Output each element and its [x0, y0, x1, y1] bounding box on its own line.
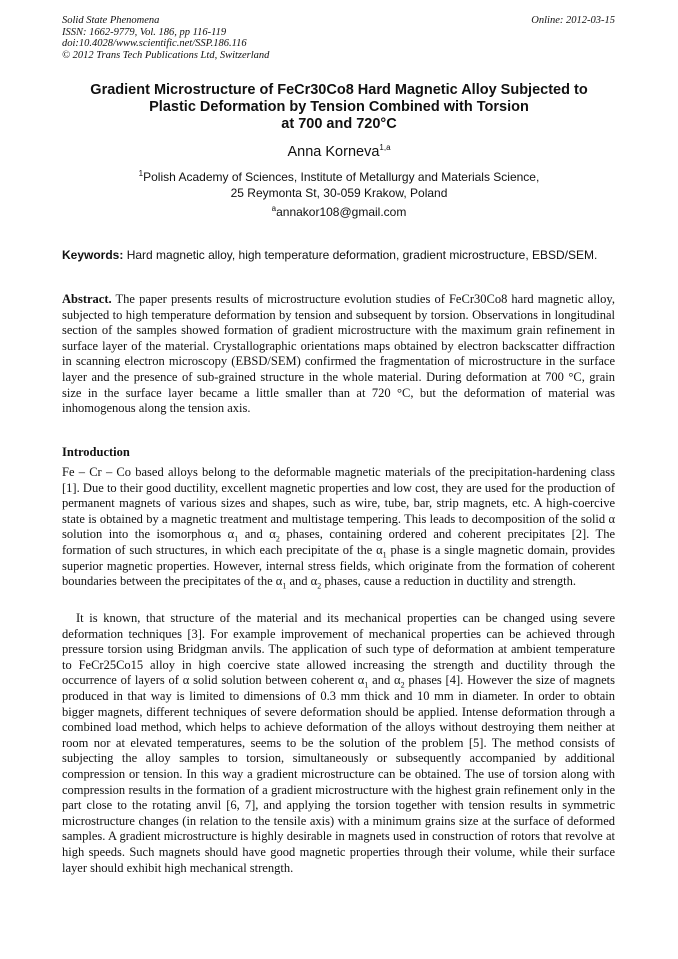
author-sup: 1,a — [379, 143, 391, 153]
email-address[interactable]: annakor108@gmail.com — [276, 205, 407, 219]
text-run: It is known, that structure of the material and its mechanical properties can be changed using severe deformation techniques [3]. For example improvement of mechanical properties can be achieved through pressure torsion using Bridgman anvils. The application of such type of deformation at ambient temperature to FeCr25Co15 alloy in high coercive state allowed increasing the strength and ductility through the occurrence of layers of α solid solution between coherent α — [62, 611, 615, 688]
subscript: 1 — [382, 550, 387, 560]
subscript: 1 — [364, 680, 369, 690]
journal-name: Solid State Phenomena — [62, 15, 160, 26]
intro-paragraph-2 — [62, 611, 615, 876]
affiliation-sup: 1 — [138, 169, 144, 178]
subscript: 2 — [275, 534, 280, 544]
copyright-line: © 2012 Trans Tech Publications Ltd, Switzerland — [62, 49, 270, 61]
introduction-heading: Introduction — [62, 445, 130, 459]
subscript: 1 — [282, 581, 287, 591]
email-sup: a — [271, 204, 277, 213]
text-run: phase is a single magnetic domain, provides superior magnetic properties. However, internal stress fields, which originate from the formation of coherent boundaries between the precipitates of the α — [62, 542, 616, 589]
subscript: 1 — [234, 534, 239, 544]
online-date: Online: 2012-03-15 — [531, 15, 615, 26]
affiliation — [40, 170, 638, 201]
title-line-3: at 700 and 720°C — [281, 116, 397, 132]
paper-title — [40, 82, 638, 133]
text-run: and α — [238, 527, 276, 542]
abstract-label: Abstract. — [62, 292, 112, 306]
email — [40, 205, 638, 219]
text-run: phases, cause a reduction in ductility and strength. — [321, 574, 577, 589]
abstract — [62, 292, 615, 417]
doi-line[interactable]: doi:10.4028/www.scientific.net/SSP.186.116 — [62, 38, 247, 49]
intro-paragraph-1 — [62, 465, 615, 590]
text-run: phases [4]. However the size of magnets produced in that way is limited to dimensions of 0.3 mm thick and 10 mm in diameter. In order to obtain bigger magnets, different techniques of severe deformation should be applied. Intense deformation through a combined load method, which helps to achieve deformation of the alloys without destroying them neither at room nor at elevated temperatures, seems to be the solution of the problem [5]. The method consists of subjecting the alloy samples to torsion, simultaneously or subsequently accompanied by additional compression or tension. In this way a gradient microstructure can be obtained. The use of torsion along with compression results in the formation of a gradient microstructure with the highest grain refinement only in the part close to the rotating anvil [6, 7], and applying the torsion together with tension results in symmetric microstructure changes (in relation to the tensile axis) with a minimum grains size at the surface of deformed samples. A gradient microstructure is highly desirable in magnets used in construction of rotors that revolve at high speeds. Such magnets should have good magnetic properties through their volume, while their surface layer should exhibit high mechanical strength. — [62, 673, 615, 875]
title-line-1: Gradient Microstructure of FeCr30Co8 Hard Magnetic Alloy Subjected to — [90, 82, 588, 98]
title-line-2: Plastic Deformation by Tension Combined with Torsion — [149, 99, 529, 115]
text-run: phases, containing ordered and coherent precipitates [2]. The formation of such structures, in which each precipitate of the α — [62, 527, 615, 557]
abstract-text: The paper presents results of microstructure evolution studies of FeCr30Co8 hard magnetic alloy, subjected to high temperature deformation by tension and subsequent by torsion. Observations in longitudinal section of the samples showed formation of gradient microstructure with the maximum grain refinement in surface layer of the material. Crystallographic orientations maps obtained by electron backscatter diffraction in scanning electron microscopy (EBSD/SEM) confirmed the fragmentation of microstructure in the surface layer and the presence of sub-grained structure in the whole material. During deformation at 700 °C, grain size in the surface layer became a little smaller than at 720 °C, but the deformation of material was inhomogenous along the tension axis. — [62, 292, 615, 416]
text-run: and α — [368, 673, 401, 688]
subscript: 2 — [317, 581, 322, 591]
affiliation-line-2: 25 Reymonta St, 30-059 Krakow, Poland — [230, 185, 448, 200]
affiliation-line-1: Polish Academy of Sciences, Institute of Metallurgy and Materials Science, — [143, 170, 540, 184]
text-run: Fe – Cr – Co based alloys belong to the deformable magnetic materials of the precipitation-hardening class [1]. Due to their good ductility, excellent magnetic properties and low cost, they are used for the production of permanent magnets of various sizes and shapes, such as wire, tube, bar, strip magnets, etc. A high-coercive state is obtained by a magnetic treatment and multistage tempering. This leads to decomposition of the solid α solution into the isomorphous α — [62, 465, 615, 542]
author — [40, 144, 638, 160]
author-name: Anna Korneva — [287, 144, 380, 160]
issn-line: ISSN: 1662-9779, Vol. 186, pp 116-119 — [62, 26, 227, 38]
keywords — [62, 248, 615, 264]
journal-header — [62, 15, 269, 61]
text-run: and α — [286, 574, 318, 589]
subscript: 2 — [400, 680, 405, 690]
keywords-label: Keywords: — [62, 248, 124, 262]
keywords-text: Hard magnetic alloy, high temperature deformation, gradient microstructure, EBSD/SEM. — [126, 248, 598, 262]
